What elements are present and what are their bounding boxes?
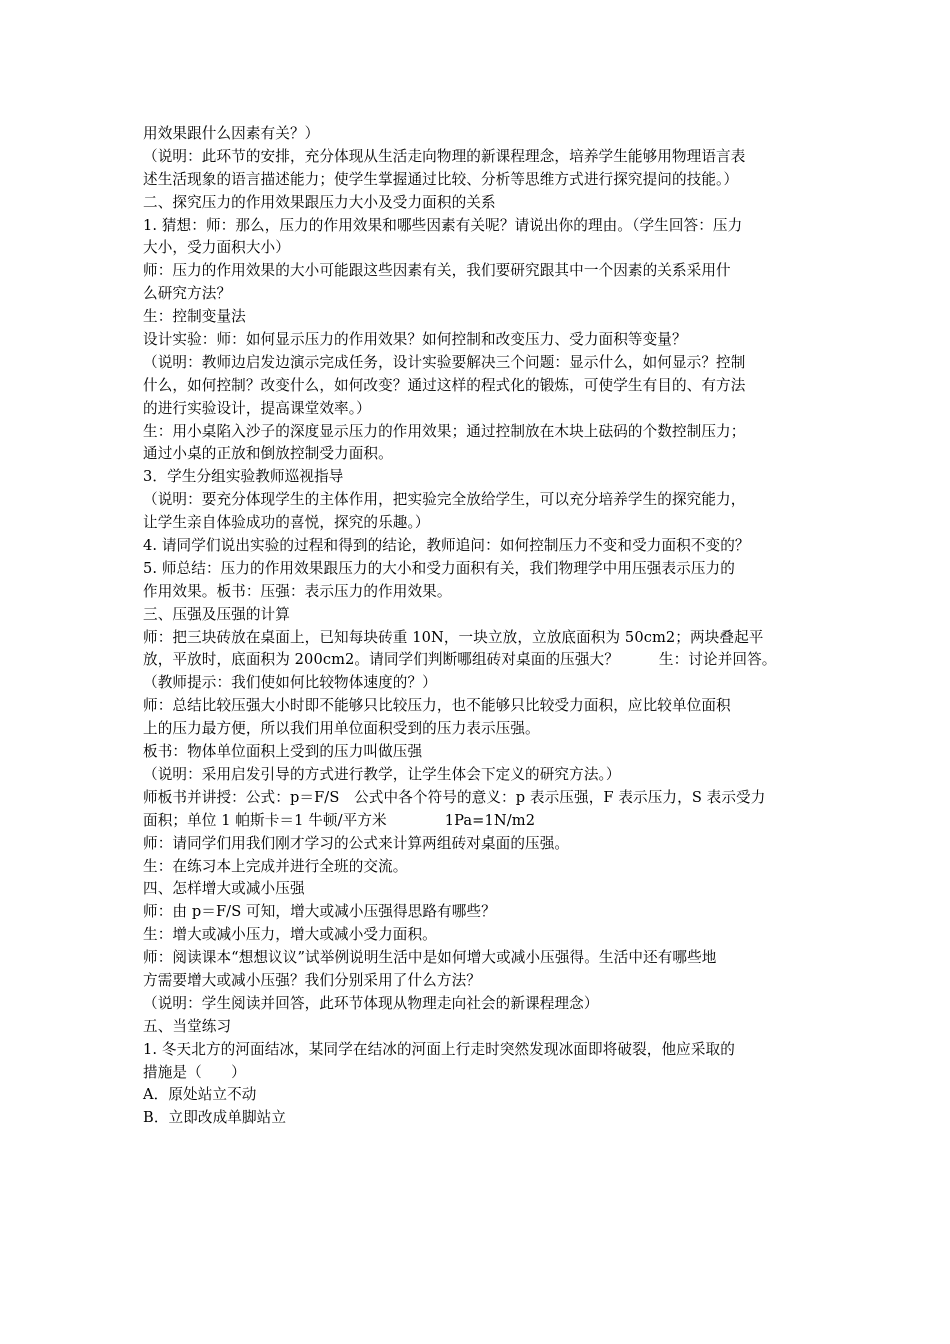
text-line (143, 649, 823, 672)
text-segment: 放，平放时，底面积为 200cm2。请同学们判断哪组砖对桌面的压强大？ (143, 651, 619, 669)
question-text: 1. 冬天北方的河面结冰，某同学在结冰的河面上行走时突然发现冰面即将破裂，他应采取的 (143, 1040, 735, 1058)
text-line: 4. 请同学们说出实验的过程和得到的结论，教师追问：如何控制压力不变和受力面积不变的？ (143, 537, 750, 555)
text-line: 设计实验：师：如何显示压力的作用效果？如何控制和改变压力、受力面积等变量？ (143, 331, 687, 349)
text-line: 5. 师总结：压力的作用效果跟压力的大小和受力面积有关，我们物理学中用压强表示压力的 (143, 559, 735, 577)
text-line: 述生活现象的语言描述能力；使学生掌握通过比较、分析等思维方式进行探究提问的技能。） (143, 170, 739, 188)
text-line: 通过小桌的正放和倒放控制受力面积。 (143, 445, 393, 463)
text-line: 作用效果。板书：压强：表示压力的作用效果。 (143, 582, 452, 600)
text-line: 生：控制变量法 (143, 308, 246, 326)
text-line: （说明：教师边启发边演示完成任务，设计实验要解决三个问题：显示什么，如何显示？控制 (143, 353, 746, 371)
text-line: （教师提示：我们使如何比较物体速度的？） (143, 674, 437, 692)
text-line: （说明：学生阅读并回答，此环节体现从物理走向社会的新课程理念） (143, 994, 599, 1012)
text-line: 让学生亲自体验成功的喜悦，探究的乐趣。） (143, 514, 430, 532)
text-line: 用效果跟什么因素有关？） (143, 125, 320, 142)
text-line: 师：把三块砖放在桌面上，已知每块砖重 10N，一块立放，立放底面积为 50cm2；两块叠起平 (143, 628, 764, 646)
question-text: 措施是（ ） (143, 1063, 246, 1081)
text-line: 的进行实验设计，提高课堂效率。） (143, 399, 371, 417)
text-line: 师：由 p＝F/S 可知，增大或减小压强得思路有哪些？ (143, 903, 496, 921)
text-line: 师：压力的作用效果的大小可能跟这些因素有关，我们要研究跟其中一个因素的关系采用什 (143, 262, 731, 280)
text-line: 上的压力最方便，所以我们用单位面积受到的压力表示压强。 (143, 720, 540, 738)
text-line: 生：在练习本上完成并进行全班的交流。 (143, 857, 408, 875)
text-line: 师：请同学们用我们刚才学习的公式来计算两组砖对桌面的压强。 (143, 834, 570, 852)
text-line: 师：总结比较压强大小时即不能够只比较压力，也不能够只比较受力面积，应比较单位面积 (143, 697, 731, 715)
text-line (143, 810, 823, 833)
section-heading-4: 四、怎样增大或减小压强 (143, 880, 305, 898)
text-line: （说明：此环节的安排，充分体现从生活走向物理的新课程理念，培养学生能够用物理语言表 (143, 147, 746, 165)
text-line: 3．学生分组实验教师巡视指导 (143, 468, 344, 486)
text-segment: 1Pa=1N/m2 (444, 811, 536, 829)
text-line: 1. 猜想：师：那么，压力的作用效果和哪些因素有关呢？请说出你的理由。（学生回答：压力 (143, 216, 743, 234)
section-heading-5: 五、当堂练习 (143, 1017, 232, 1035)
section-heading-3: 三、压强及压强的计算 (143, 605, 290, 623)
option-b: B．立即改成单脚站立 (143, 1109, 287, 1127)
lesson-plan-text (143, 123, 823, 1130)
text-line: 大小，受力面积大小） (143, 239, 290, 257)
text-line: 方需要增大或减小压强？我们分别采用了什么方法？ (143, 971, 481, 989)
text-line: （说明：要充分体现学生的主体作用，把实验完全放给学生，可以充分培养学生的探究能力， (143, 491, 746, 509)
text-segment: 生：讨论并回答。 (658, 651, 777, 669)
text-line: 板书：物体单位面积上受到的压力叫做压强 (143, 743, 423, 761)
text-line: （说明：采用启发引导的方式进行教学，让学生体会下定义的研究方法。） (143, 765, 621, 783)
text-line: 生：用小桌陷入沙子的深度显示压力的作用效果；通过控制放在木块上砝码的个数控制压力； (143, 422, 746, 440)
text-line: 什么，如何控制？改变什么，如何改变？通过这样的程式化的锻炼，可使学生有目的、有方法 (143, 376, 746, 394)
option-a: A．原处站立不动 (143, 1086, 257, 1104)
text-line: 生：增大或减小压力，增大或减小受力面积。 (143, 926, 437, 944)
text-segment: 面积；单位 1 帕斯卡＝1 牛顿/平方米 (143, 811, 387, 829)
text-line: 师板书并讲授：公式：p＝F/S 公式中各个符号的意义：p 表示压强，F 表示压力，S 表示受力 (143, 788, 766, 806)
text-line: 么研究方法？ (143, 285, 232, 303)
text-line: 师：阅读课本“想想议议”试举例说明生活中是如何增大或减小压强得。生活中还有哪些地 (143, 949, 717, 967)
section-heading-2: 二、探究压力的作用效果跟压力大小及受力面积的关系 (143, 193, 496, 211)
